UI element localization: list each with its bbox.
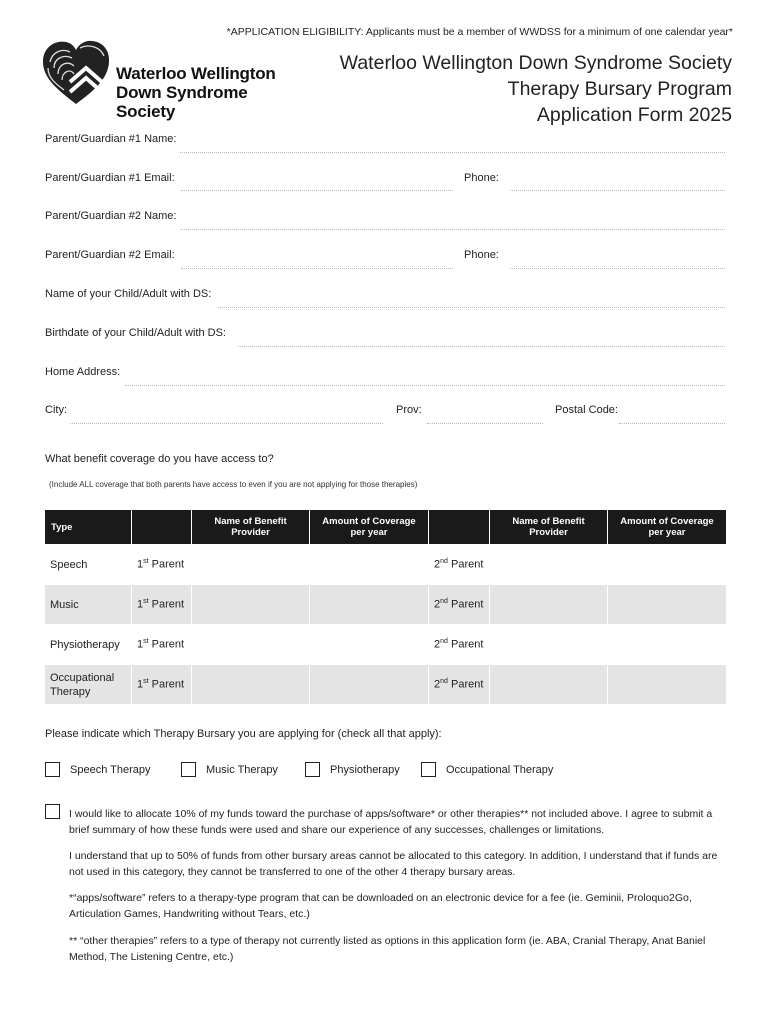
allocation-statement: I would like to allocate 10% of my funds toward the purchase of apps/software* or other therapies** not included above. I agree to submit a brief summary of how these funds were used and share our experience of any successes, challenges or limitations.: [69, 808, 713, 836]
amount-cell[interactable]: [310, 625, 429, 665]
prov-label: Prov:: [396, 404, 422, 416]
allocation-checkbox[interactable]: [45, 804, 60, 819]
parent1-label: 1st Parent: [132, 625, 192, 665]
parent1-label: 1st Parent: [132, 585, 192, 625]
header-type: Type: [45, 510, 132, 545]
header-provider-1: Name of Benefit Provider: [192, 510, 310, 545]
p1-phone-label: Phone:: [464, 172, 499, 184]
p2-email-label: Parent/Guardian #2 Email:: [45, 249, 175, 261]
org-name-line2: Down Syndrome Society: [116, 83, 248, 121]
provider-cell[interactable]: [490, 625, 608, 665]
bursary-question: Please indicate which Therapy Bursary you are applying for (check all that apply):: [45, 728, 442, 740]
table-row: [45, 665, 727, 705]
postal-field[interactable]: [619, 423, 725, 424]
music-therapy-label: Music Therapy: [206, 764, 278, 776]
birthdate-label: Birthdate of your Child/Adult with DS:: [45, 327, 226, 339]
header-blank-1: [132, 510, 192, 545]
provider-cell[interactable]: [490, 585, 608, 625]
p1-name-field[interactable]: [180, 152, 725, 153]
p1-phone-field[interactable]: [510, 190, 725, 191]
amount-cell[interactable]: [608, 545, 727, 585]
header-provider-2: Name of Benefit Provider: [490, 510, 608, 545]
address-field[interactable]: [125, 385, 725, 386]
table-row: [45, 625, 727, 665]
parent2-label: 2nd Parent: [429, 625, 490, 665]
row-type: Music: [45, 585, 132, 625]
row-type: Physiotherapy: [45, 625, 132, 665]
child-name-label: Name of your Child/Adult with DS:: [45, 288, 212, 300]
prov-field[interactable]: [427, 423, 543, 424]
amount-cell[interactable]: [608, 585, 727, 625]
p2-phone-field[interactable]: [510, 268, 725, 269]
city-field[interactable]: [70, 423, 383, 424]
coverage-table: [44, 509, 727, 705]
title-line2: Therapy Bursary Program: [507, 78, 732, 100]
provider-cell[interactable]: [192, 625, 310, 665]
coverage-note: (Include ALL coverage that both parents have access to even if you are not applying for those therapies): [49, 480, 418, 489]
eligibility-notice: *APPLICATION ELIGIBILITY: Applicants must be a member of WWDSS for a minimum of one calendar year*: [226, 26, 733, 38]
provider-cell[interactable]: [192, 545, 310, 585]
postal-label: Postal Code:: [555, 404, 618, 416]
allocation-condition: I understand that up to 50% of funds from other bursary areas cannot be allocated to this category. In addition, I understand that if funds are not used in this category, they cannot be transferred to one of the other 4 therapy bursary areas.: [69, 850, 718, 878]
table-row: [45, 545, 727, 585]
parent2-label: 2nd Parent: [429, 545, 490, 585]
table-row: [45, 585, 727, 625]
amount-cell[interactable]: [310, 585, 429, 625]
header-amount-1: Amount of Coverage per year: [310, 510, 429, 545]
city-label: City:: [45, 404, 67, 416]
speech-therapy-checkbox[interactable]: [45, 762, 60, 777]
org-name-line1: Waterloo Wellington: [116, 64, 276, 83]
provider-cell[interactable]: [192, 665, 310, 705]
amount-cell[interactable]: [608, 665, 727, 705]
parent2-label: 2nd Parent: [429, 585, 490, 625]
parent2-label: 2nd Parent: [429, 665, 490, 705]
p2-phone-label: Phone:: [464, 249, 499, 261]
heart-fingerprint-icon: [40, 38, 112, 110]
p1-email-label: Parent/Guardian #1 Email:: [45, 172, 175, 184]
speech-therapy-label: Speech Therapy: [70, 764, 151, 776]
coverage-question: What benefit coverage do you have access to?: [45, 453, 274, 465]
other-therapies-footnote: ** “other therapies” refers to a type of therapy not currently listed as options in this application form (ie. ABA, Cranial Therapy, Anat Baniel Method, The Listening Centre, etc.): [69, 935, 706, 963]
p2-name-field[interactable]: [180, 229, 725, 230]
row-type: Speech: [45, 545, 132, 585]
p1-name-label: Parent/Guardian #1 Name:: [45, 133, 177, 145]
header-amount-2: Amount of Coverage per year: [608, 510, 727, 545]
row-type: Occupational Therapy: [45, 665, 132, 705]
occupational-therapy-label: Occupational Therapy: [446, 764, 554, 776]
provider-cell[interactable]: [490, 545, 608, 585]
physiotherapy-label: Physiotherapy: [330, 764, 400, 776]
apps-software-footnote: *“apps/software” refers to a therapy-type program that can be downloaded on an electronic device for a fee (ie. Geminii, Proloquo2Go, Articulation Games, Handwriting without Tears, etc.): [69, 892, 692, 920]
birthdate-field[interactable]: [238, 346, 725, 347]
amount-cell[interactable]: [310, 665, 429, 705]
address-label: Home Address:: [45, 366, 121, 378]
p1-email-field[interactable]: [181, 190, 453, 191]
p2-name-label: Parent/Guardian #2 Name:: [45, 210, 177, 222]
title-line1: Waterloo Wellington Down Syndrome Society: [339, 52, 732, 74]
provider-cell[interactable]: [490, 665, 608, 705]
occupational-therapy-checkbox[interactable]: [421, 762, 436, 777]
parent1-label: 1st Parent: [132, 665, 192, 705]
child-name-field[interactable]: [218, 307, 725, 308]
music-therapy-checkbox[interactable]: [181, 762, 196, 777]
physiotherapy-checkbox[interactable]: [305, 762, 320, 777]
form-title: [340, 50, 732, 128]
header-blank-2: [429, 510, 490, 545]
p2-email-field[interactable]: [181, 268, 453, 269]
parent1-label: 1st Parent: [132, 545, 192, 585]
provider-cell[interactable]: [192, 585, 310, 625]
amount-cell[interactable]: [608, 625, 727, 665]
org-logo: [40, 38, 300, 121]
title-line3: Application Form 2025: [536, 104, 732, 126]
amount-cell[interactable]: [310, 545, 429, 585]
